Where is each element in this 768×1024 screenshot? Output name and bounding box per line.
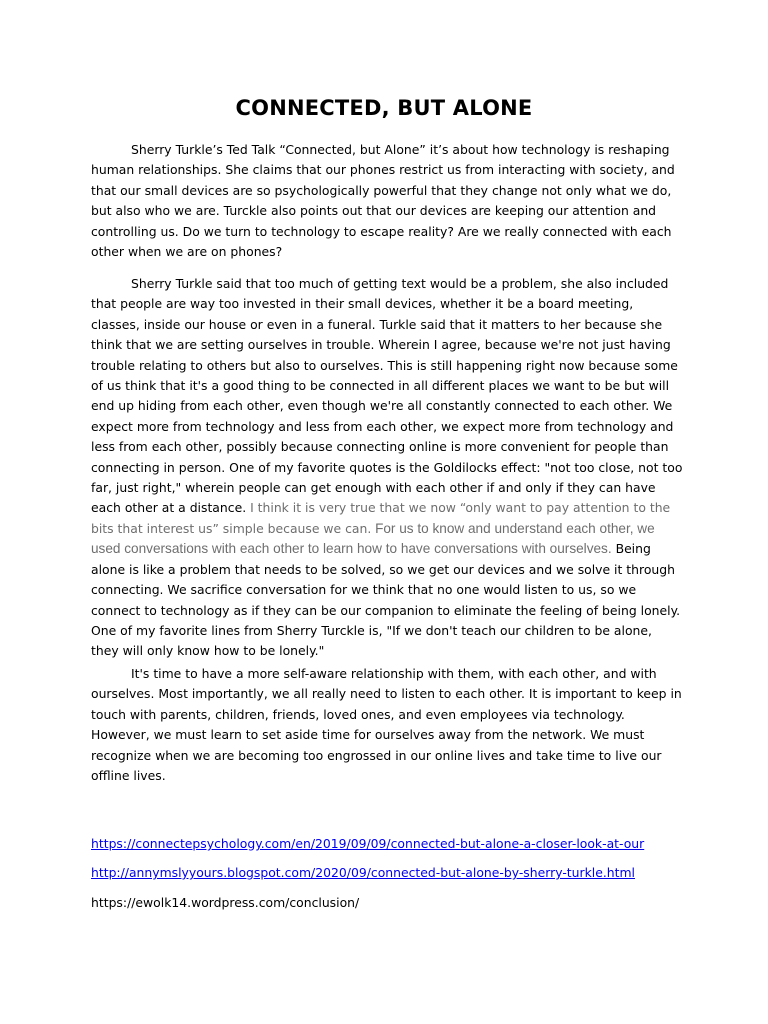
reference-item (91, 865, 635, 880)
reference-item (91, 836, 644, 851)
paragraph-main-grey-quote: I think it is very true that we now “only want to pay attention to the bits that interest us” simple because we can. (91, 500, 671, 536)
paragraph-main-grey-sentence: For us to know and understand each other, we used conversations with each other to learn how to have conversations with ourselves. (91, 520, 655, 557)
reference-text-3: https://ewolk14.wordpress.com/conclusion/ (91, 895, 360, 910)
paragraph-main (91, 274, 683, 662)
reference-link-2[interactable]: http://annymslyyours.blogspot.com/2020/09/connected-but-alone-by-sherry-turkle.html (91, 865, 635, 880)
paragraph-main-text-2: Being alone is like a problem that needs to be solved, so we get our devices and we solve it through connecting. We sacrifice conversation for we think that no one would listen to us, so we connect to technology as if they can be our companion to eliminate the feeling of being lonely. One of my favorite lines from Sherry Turckle is, "If we don't teach our children to be alone, they will only know how to be lonely." (91, 541, 681, 659)
paragraph-intro: Sherry Turkle’s Ted Talk “Connected, but Alone” it’s about how technology is reshaping human relationships. She claims that our phones restrict us from interacting with society, and that our small devices are so psychologically powerful that they change not only what we do, but also who we are. Turckle also points out that our devices are keeping our attention and controlling us. Do we turn to technology to escape reality? Are we really connected with each other when we are on phones? (91, 142, 675, 260)
paragraph-conclusion: It's time to have a more self-aware relationship with them, with each other, and with ourselves. Most importantly, we all really need to listen to each other. It is important to keep in touch with parents, children, friends, loved ones, and even employees via technology. However, we must learn to set aside time for ourselves away from the network. We must recognize when we are becoming too engrossed in our online lives and take time to live our offline lives. (91, 666, 682, 784)
reference-link-1[interactable]: https://connectepsychology.com/en/2019/09/09/connected-but-alone-a-closer-look-at-our (91, 836, 645, 851)
reference-item (91, 895, 359, 910)
paragraph-main-text-1: Sherry Turkle said that too much of getting text would be a problem, she also included that people are way too invested in their small devices, whether it be a board meeting, classes, inside our house or even in a funeral. Turkle said that it matters to her because she think that we are setting ourselves in trouble. Wherein I agree, because we're not just having trouble relating to others but also to ourselves. This is still happening right now because some of us think that it's a good thing to be connected in all different places we want to be but will end up hiding from each other, even though we're all constantly connected to each other. We expect more from technology and less from each other, we expect more from technology and less from each other, possibly because connecting online is more convenient for people than connecting in person. One of my favorite quotes is the Goldilocks effect: "not too close, not too far, just right," wherein people can get enough with each other if and only if they can have each other at a distance. (91, 276, 683, 516)
page-title: CONNECTED, BUT ALONE (235, 96, 533, 120)
